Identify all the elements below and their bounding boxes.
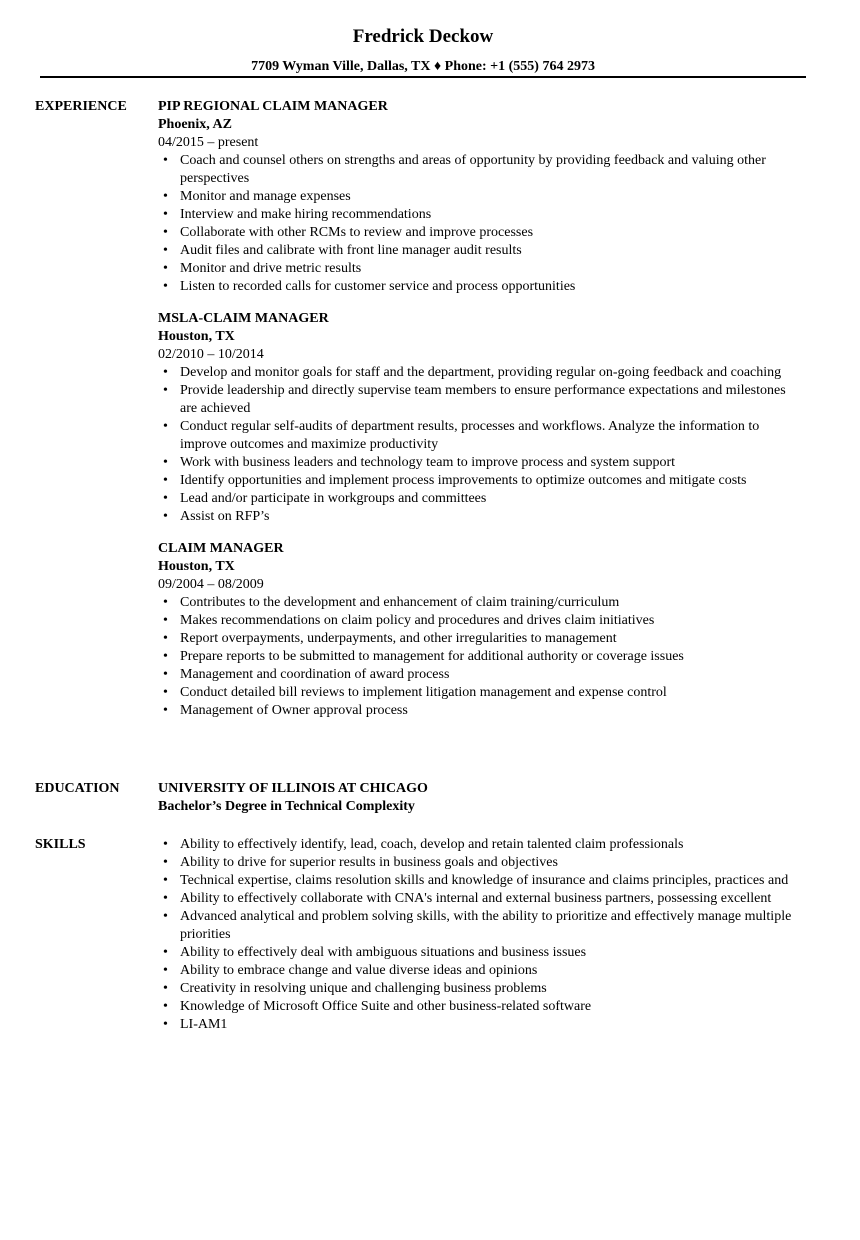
bullet-item: • Management and coordination of award process bbox=[158, 666, 806, 684]
bullet-item: • Makes recommendations on claim policy and procedures and drives claim initiatives bbox=[158, 612, 806, 630]
job-title: PIP REGIONAL CLAIM MANAGER bbox=[158, 99, 388, 114]
candidate-name: Fredrick Deckow bbox=[352, 26, 494, 47]
skill-item: • LI-AM1 bbox=[158, 1016, 806, 1034]
skill-item: • Creativity in resolving unique and challenging business problems bbox=[158, 980, 806, 998]
job-bullets bbox=[158, 364, 806, 526]
skills-list bbox=[158, 836, 806, 1034]
job-entry bbox=[158, 98, 806, 296]
skill-item: • Knowledge of Microsoft Office Suite and other business-related software bbox=[158, 998, 806, 1016]
bullet-item: • Monitor and manage expenses bbox=[158, 188, 806, 206]
bullet-item: • Conduct regular self-audits of department results, processes and workflows. Analyze the information to improve outcomes and maximize productivity bbox=[158, 418, 806, 454]
skill-item: • Ability to effectively identify, lead, coach, develop and retain talented claim professionals bbox=[158, 836, 806, 854]
skill-item: • Ability to effectively deal with ambiguous situations and business issues bbox=[158, 944, 806, 962]
skill-item: • Ability to embrace change and value diverse ideas and opinions bbox=[158, 962, 806, 980]
bullet-item: • Audit files and calibrate with front line manager audit results bbox=[158, 242, 806, 260]
bullet-item: • Contributes to the development and enhancement of claim training/curriculum bbox=[158, 594, 806, 612]
job-entry bbox=[158, 540, 806, 720]
bullet-item: • Identify opportunities and implement process improvements to optimize outcomes and mitigate costs bbox=[158, 472, 806, 490]
experience-list bbox=[158, 98, 806, 734]
bullet-item: • Listen to recorded calls for customer service and process opportunities bbox=[158, 278, 806, 296]
job-location: Houston, TX bbox=[158, 559, 235, 574]
header-divider bbox=[40, 76, 806, 78]
job-title: CLAIM MANAGER bbox=[158, 541, 284, 556]
skill-item: • Ability to drive for superior results in business goals and objectives bbox=[158, 854, 806, 872]
job-location: Phoenix, AZ bbox=[158, 117, 232, 132]
skills-bullets bbox=[158, 836, 806, 1034]
bullet-item: • Collaborate with other RCMs to review and improve processes bbox=[158, 224, 806, 242]
bullet-item: • Report overpayments, underpayments, and other irregularities to management bbox=[158, 630, 806, 648]
job-entry bbox=[158, 310, 806, 526]
job-location: Houston, TX bbox=[158, 329, 235, 344]
skill-item: • Technical expertise, claims resolution skills and knowledge of insurance and claims principles, practices and bbox=[158, 872, 806, 890]
bullet-item: • Monitor and drive metric results bbox=[158, 260, 806, 278]
job-dates: 09/2004 – 08/2009 bbox=[158, 577, 264, 592]
bullet-item: • Management of Owner approval process bbox=[158, 702, 806, 720]
resume-header bbox=[40, 26, 806, 76]
bullet-item: • Coach and counsel others on strengths and areas of opportunity by providing feedback and valuing other perspectives bbox=[158, 152, 806, 188]
contact-line: 7709 Wyman Ville, Dallas, TX ♦ Phone: +1 (555) 764 2973 bbox=[251, 59, 595, 74]
bullet-item: • Conduct detailed bill reviews to implement litigation management and expense control bbox=[158, 684, 806, 702]
bullet-item: • Lead and/or participate in workgroups and committees bbox=[158, 490, 806, 508]
section-title-education: EDUCATION bbox=[35, 781, 120, 796]
skill-item: • Advanced analytical and problem solving skills, with the ability to prioritize and effectively manage multiple priorities bbox=[158, 908, 806, 944]
job-dates: 04/2015 – present bbox=[158, 135, 259, 150]
job-dates: 02/2010 – 10/2014 bbox=[158, 347, 264, 362]
bullet-item: • Interview and make hiring recommendations bbox=[158, 206, 806, 224]
bullet-item: • Develop and monitor goals for staff and the department, providing regular on-going feedback and coaching bbox=[158, 364, 806, 382]
education-entry bbox=[158, 780, 806, 816]
school-name: UNIVERSITY OF ILLINOIS AT CHICAGO bbox=[158, 781, 428, 796]
bullet-item: • Assist on RFP’s bbox=[158, 508, 806, 526]
job-bullets bbox=[158, 152, 806, 296]
degree-name: Bachelor’s Degree in Technical Complexity bbox=[158, 799, 415, 814]
section-title-skills: SKILLS bbox=[35, 837, 86, 852]
job-bullets bbox=[158, 594, 806, 720]
bullet-item: • Provide leadership and directly supervise team members to ensure performance expectations and milestones are achieved bbox=[158, 382, 806, 418]
section-title-experience: EXPERIENCE bbox=[35, 99, 127, 114]
bullet-item: • Prepare reports to be submitted to management for additional authority or coverage issues bbox=[158, 648, 806, 666]
bullet-item: • Work with business leaders and technology team to improve process and system support bbox=[158, 454, 806, 472]
skill-item: • Ability to effectively collaborate with CNA's internal and external business partners, possessing excellent bbox=[158, 890, 806, 908]
job-title: MSLA-CLAIM MANAGER bbox=[158, 311, 329, 326]
